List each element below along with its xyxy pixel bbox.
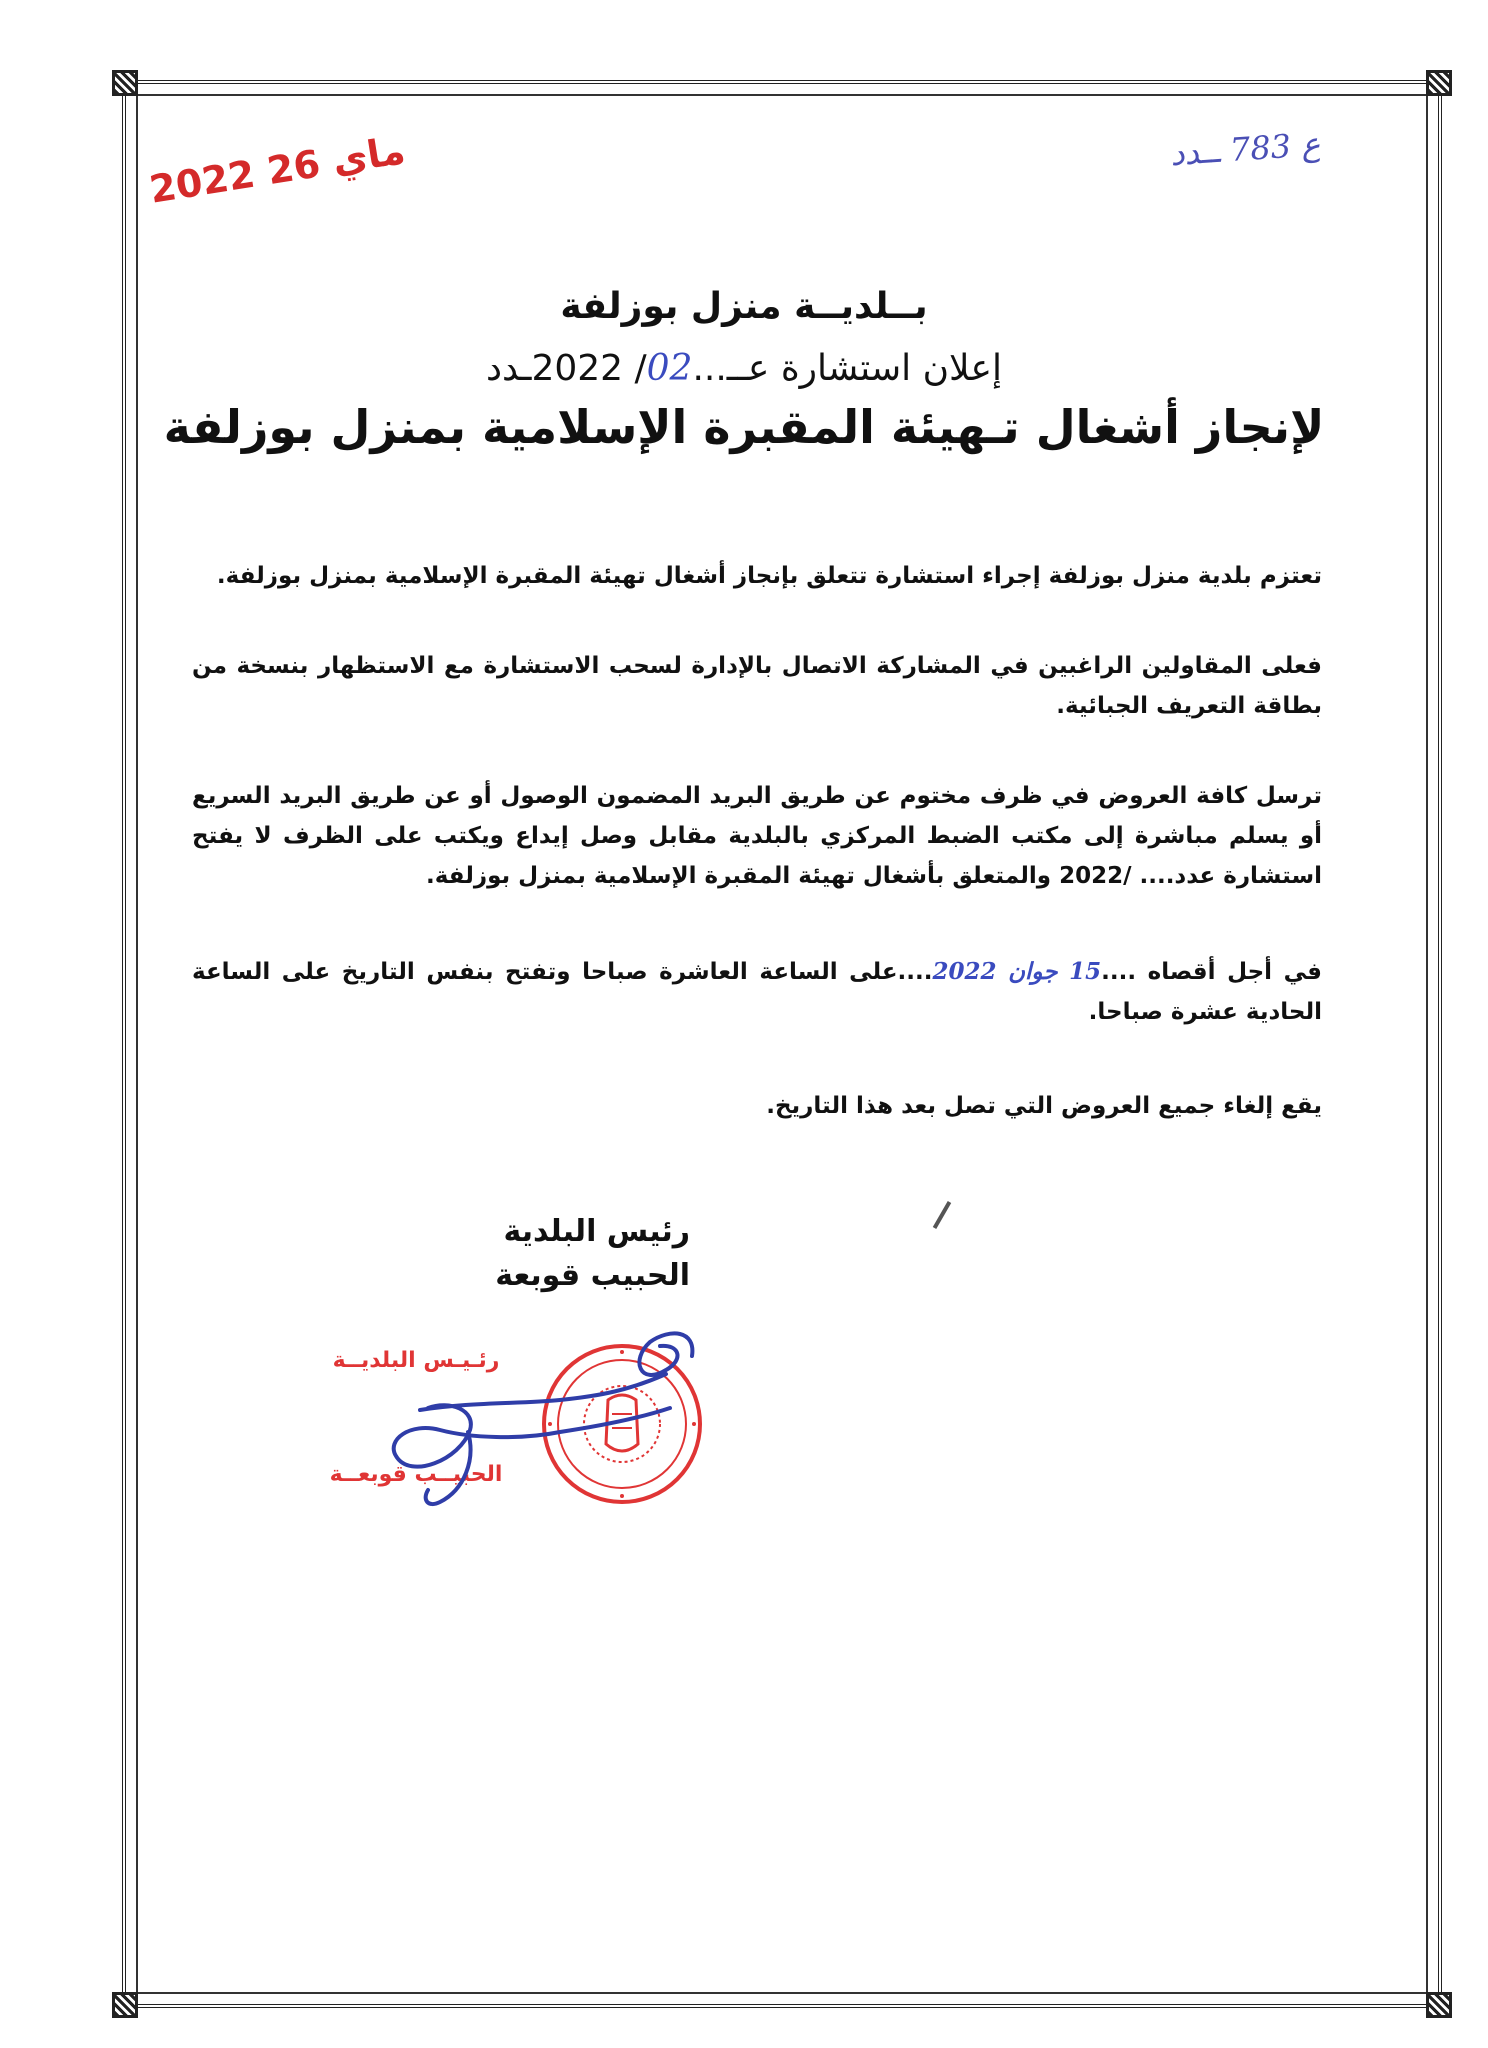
paragraph-intent: تعتزم بلدية منزل بوزلفة إجراء استشارة تتعلق بإنجاز أشغال تهيئة المقبرة الإسلامية بمنزل بوزلفة. bbox=[216, 563, 1322, 589]
signatory-title: رئيس البلدية bbox=[503, 1214, 690, 1249]
stamp-line-title: رئـيـس البلديــة bbox=[332, 1348, 500, 1373]
signatory-name: الحبيب قوبعة bbox=[495, 1258, 690, 1293]
border-corner-ornament bbox=[112, 70, 138, 96]
border-corner-ornament bbox=[1426, 1992, 1452, 2018]
paragraph-submission: ترسل كافة العروض في ظرف مختوم عن طريق البريد المضمون الوصول أو عن طريق البريد السريع أو يسلم مباشرة إلى مكتب الضبط المركزي بالبلدية مقابل وصل إيداع ويكتب على الظرف لا يفتح استشارة عدد.... /2022 والمتعلق بأشغال تهيئة المقبرة الإسلامية بمنزل بوزلفة. bbox=[192, 783, 1322, 889]
paragraph-cancellation: يقع إلغاء جميع العروض التي تصل بعد هذا التاريخ. bbox=[766, 1093, 1322, 1119]
signature-block bbox=[430, 1210, 690, 1298]
paragraph-participation: فعلى المقاولين الراغبين في المشاركة الاتصال بالإدارة لسحب الاستشارة مع الاستظهار بنسخة من بطاقة التعريف الجبائية. bbox=[192, 653, 1322, 719]
received-date-stamp: 2022 ماي 26 bbox=[146, 127, 409, 212]
consultation-prefix: إعلان استشارة عــ bbox=[726, 348, 1003, 389]
deadline-suffix: ....على الساعة العاشرة صباحا وتفتح بنفس التاريخ على الساعة الحادية عشرة صباحا. bbox=[192, 959, 1322, 1025]
reference-number: ع 783 ــدد bbox=[1168, 124, 1322, 174]
deadline-date: 15 جوان 2022 bbox=[932, 958, 1102, 985]
consultation-number: 02 bbox=[646, 348, 693, 389]
paragraph-deadline bbox=[192, 952, 1322, 1032]
municipality-title: بــلديــة منزل بوزلفة bbox=[560, 286, 928, 327]
deadline-prefix: في أجل أقصاه .... bbox=[1101, 959, 1322, 985]
consultation-number-line: إعلان استشارة عــ...02/ 2022ـدد bbox=[485, 348, 1003, 389]
handwritten-signature-icon bbox=[300, 1290, 720, 1550]
stamp-line-name: الحبيــب قوبعــة bbox=[329, 1462, 503, 1487]
consultation-subject: لإنجاز أشغال تـهيئة المقبرة الإسلامية بمنزل بوزلفة bbox=[163, 400, 1325, 454]
border-corner-ornament bbox=[112, 1992, 138, 2018]
border-corner-ornament bbox=[1426, 70, 1452, 96]
consultation-suffix: 2022ـدد bbox=[485, 348, 624, 389]
